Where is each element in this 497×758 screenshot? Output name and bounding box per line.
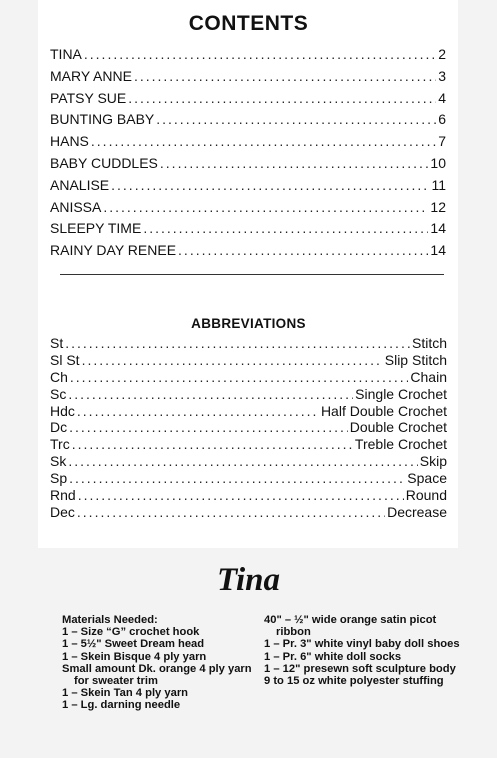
abbreviation-meaning: Treble Crochet: [354, 436, 447, 453]
dot-leader: [143, 220, 428, 236]
toc-entry-page: 3: [438, 67, 446, 84]
abbreviation-entry: [50, 504, 447, 521]
dot-leader: [68, 386, 353, 402]
toc-entry: [50, 177, 446, 199]
toc-entry-name: BABY CUDDLES: [50, 154, 158, 171]
toc-entry-name: TINA: [50, 46, 82, 62]
material-item: 1 – 5½" Sweet Dream head: [62, 638, 205, 651]
abbreviations-title: ABBREVIATIONS: [191, 316, 306, 331]
toc-entry-name: PATSY SUE: [50, 89, 127, 106]
abbreviation-code: St: [50, 335, 64, 351]
material-item: 1 – Skein Tan 4 ply yarn: [62, 687, 189, 700]
materials-column-left: [62, 614, 262, 712]
materials-column-right: [264, 614, 464, 687]
abbreviation-entry: [50, 386, 447, 403]
toc-entry-page: 7: [438, 133, 446, 150]
material-item: 1 – Size “G” crochet hook: [62, 626, 200, 639]
toc-entry-name: ANALISE: [50, 176, 110, 193]
dot-leader: [91, 133, 436, 149]
contents-title: CONTENTS: [188, 12, 309, 35]
abbreviation-entry: [50, 352, 447, 369]
toc-entry: [50, 111, 446, 133]
dot-leader: [111, 177, 429, 193]
abbreviation-meaning: Single Crochet: [355, 385, 447, 402]
abbreviation-meaning: Decrease: [387, 503, 447, 520]
abbreviation-code: Hdc: [50, 402, 75, 419]
material-item: 1 – Pr. 6" white doll socks: [264, 650, 402, 663]
abbreviation-entry: [50, 403, 447, 420]
abbreviation-code: Dec: [50, 503, 75, 520]
dot-leader: [134, 68, 436, 84]
toc-entry: [50, 220, 446, 242]
dot-leader: [68, 453, 417, 469]
dot-leader: [70, 369, 409, 385]
dot-leader: [178, 242, 428, 258]
abbreviation-entry: [50, 369, 447, 386]
abbreviation-meaning: Space: [407, 470, 447, 487]
toc-entry: [50, 155, 446, 177]
toc-entry-name: ANISSA: [50, 198, 102, 215]
toc-entry-name: SLEEPY TIME: [50, 220, 142, 237]
abbreviation-entry: [50, 453, 447, 470]
toc-entry-page: 2: [438, 46, 446, 62]
dot-leader: [128, 90, 436, 106]
toc-entry-page: 12: [430, 198, 446, 215]
toc-entry: [50, 68, 446, 90]
abbreviation-code: Sp: [50, 470, 68, 487]
abbreviation-meaning: Stitch: [411, 335, 447, 351]
material-item: 1 – Skein Bisque 4 ply yarn: [62, 650, 207, 663]
pattern-title: Tina: [217, 562, 280, 598]
material-item: 1 – Lg. darning needle: [62, 699, 181, 712]
toc-entry-name: MARY ANNE: [50, 67, 132, 84]
material-item: 1 – Pr. 3" white vinyl baby doll shoes: [264, 638, 460, 651]
dot-leader: [82, 352, 383, 368]
dot-leader: [69, 419, 348, 435]
toc-entry-page: 10: [430, 154, 446, 171]
dot-leader: [103, 199, 428, 215]
dot-leader: [78, 487, 404, 503]
materials-heading: Materials Needed:: [62, 614, 158, 626]
abbreviation-meaning: Slip Stitch: [384, 351, 447, 368]
dot-leader: [65, 335, 410, 351]
abbreviation-entry: [50, 335, 447, 352]
toc-entry: [50, 133, 446, 155]
dot-leader: [77, 403, 319, 419]
abbreviation-entry: [50, 470, 447, 487]
abbreviation-meaning: Skip: [419, 453, 447, 470]
abbreviation-meaning: Half Double Crochet: [320, 402, 447, 419]
toc-entry-page: 6: [438, 111, 446, 128]
toc-entry-page: 11: [431, 176, 446, 193]
toc-entry-name: BUNTING BABY: [50, 111, 155, 128]
toc-entry-page: 4: [438, 89, 446, 106]
abbreviation-code: Dc: [50, 419, 68, 436]
dot-leader: [77, 504, 385, 520]
abbreviation-entry: [50, 436, 447, 453]
abbreviation-code: Trc: [50, 436, 70, 453]
abbreviation-meaning: Round: [405, 487, 447, 504]
toc-entry: [50, 199, 446, 221]
toc-entry: [50, 90, 446, 112]
abbreviation-code: Sc: [50, 385, 67, 402]
abbreviation-entry: [50, 419, 447, 436]
dot-leader: [160, 155, 429, 171]
abbreviation-meaning: Double Crochet: [349, 419, 447, 436]
abbreviation-code: Sk: [50, 453, 67, 470]
abbreviation-meaning: Chain: [410, 368, 447, 385]
contents-list: [50, 46, 446, 264]
toc-entry: [50, 242, 446, 264]
material-item: Small amount Dk. orange 4 ply yarn for sweater trim: [62, 662, 252, 688]
dot-leader: [156, 111, 436, 127]
section-divider: [60, 274, 444, 275]
toc-entry: [50, 46, 446, 68]
abbreviation-code: Rnd: [50, 487, 76, 504]
abbreviations-list: [50, 335, 447, 521]
abbreviation-code: Sl St: [50, 351, 80, 368]
material-item: 40" – ½" wide orange satin picot ribbon: [264, 614, 437, 639]
toc-entry-name: RAINY DAY RENEE: [50, 242, 177, 259]
dot-leader: [69, 470, 405, 486]
abbreviation-code: Ch: [50, 368, 68, 385]
dot-leader: [84, 46, 436, 62]
material-item: 9 to 15 oz white polyester stuffing: [264, 675, 444, 688]
dot-leader: [72, 436, 353, 452]
abbreviation-entry: [50, 487, 447, 504]
toc-entry-page: 14: [430, 220, 446, 237]
material-item: 1 – 12" presewn soft sculpture body: [264, 662, 456, 675]
toc-entry-page: 14: [430, 242, 446, 259]
toc-entry-name: HANS: [50, 133, 89, 150]
